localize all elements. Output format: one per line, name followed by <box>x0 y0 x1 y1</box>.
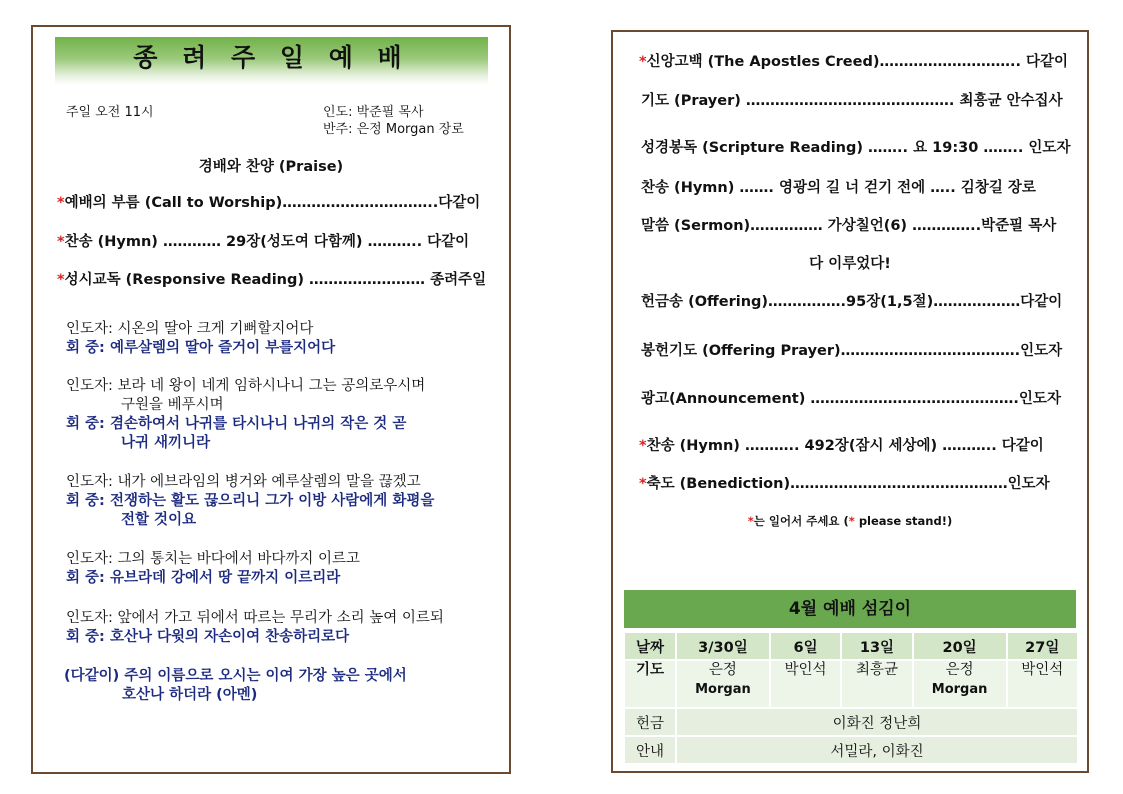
serving-schedule-table <box>623 631 1079 765</box>
stand-marker: * <box>639 476 647 492</box>
guide-cell: 서밀라, 이화진 <box>677 737 1077 763</box>
leader-info: 인도: 박준필 목사 <box>323 105 424 120</box>
order-offering: 헌금송 (Offering)…………….95장(1,5절)………………다같이 <box>641 294 1063 310</box>
table-row <box>625 633 1077 659</box>
sermon-subtitle: 다 이루었다! <box>809 256 891 272</box>
table-row <box>625 661 1077 707</box>
date-cell: 6일 <box>771 633 840 659</box>
responsive-block-4: 인도자: 그의 통치는 바다에서 바다까지 이르고 회 중: 유브라데 강에서 땅 끝까지 이르리라 <box>66 551 361 586</box>
order-responsive-reading: *성시교독 (Responsive Reading) …………………… 종려주일 <box>57 272 487 288</box>
order-sermon: 말씀 (Sermon)…………… 가상칠언(6) …………..박준필 목사 <box>641 218 1057 234</box>
schedule-title: 4월 예배 섬김이 <box>624 590 1076 628</box>
stand-note: *는 일어서 주세요 (* please stand!) <box>747 514 953 528</box>
stand-marker: * <box>57 234 65 250</box>
order-hymn: *찬송 (Hymn) ………… 29장(성도여 다함께) ……….. 다같이 <box>57 234 470 250</box>
order-apostles-creed: *신앙고백 (The Apostles Creed)……………………….. 다같이 <box>639 54 1069 70</box>
responsive-block-5: 인도자: 앞에서 가고 뒤에서 따르는 무리가 소리 높여 이르되 회 중: 호산나 다윗의 자손이여 찬송하리로다 <box>66 610 444 645</box>
prayer-cell: 은정 Morgan <box>677 661 769 707</box>
right-page <box>611 30 1089 773</box>
order-announcement: 광고(Announcement) …………………………………….인도자 <box>641 391 1061 407</box>
order-call-to-worship: *예배의 부름 (Call to Worship)…………………………..다같이 <box>57 195 481 211</box>
responsive-block-3: 인도자: 내가 에브라임의 병거와 예루살렘의 말을 끊겠고 회 중: 전쟁하는 활도 끊으리니 그가 이방 사람에게 화평을 전할 것이요 <box>66 474 435 528</box>
responsive-together: (다같이) 주의 이름으로 오시는 이여 가장 높은 곳에서 호산나 하더라 (아멘) <box>64 668 407 703</box>
date-label: 날짜 <box>625 633 675 659</box>
praise-heading: 경배와 찬양 (Praise) <box>198 159 344 175</box>
service-title: 종 려 주 일 예 배 <box>55 37 488 85</box>
order-prayer: 기도 (Prayer) ……………………………………. 최흥균 안수집사 <box>641 93 1063 109</box>
order-offering-prayer: 봉헌기도 (Offering Prayer)……………………………….인도자 <box>641 343 1063 359</box>
stand-marker: * <box>57 272 65 288</box>
order-closing-hymn: *찬송 (Hymn) ……….. 492장(잠시 세상에) ……….. 다같이 <box>639 438 1044 454</box>
date-cell: 20일 <box>914 633 1006 659</box>
table-row <box>625 737 1077 763</box>
service-time: 주일 오전 11시 <box>66 105 154 120</box>
accompanist-info: 반주: 은정 Morgan 장로 <box>323 122 464 137</box>
order-scripture-reading: 성경봉독 (Scripture Reading) …….. 요 19:30 …….. 인도자 <box>641 140 1071 156</box>
left-page <box>31 25 511 774</box>
prayer-label: 기도 <box>625 661 675 707</box>
stand-marker: * <box>639 438 647 454</box>
date-cell: 27일 <box>1008 633 1077 659</box>
responsive-block-2: 인도자: 보라 네 왕이 네게 임하시나니 그는 공의로우시며 구원을 베푸시며 회 중: 겸손하여서 나귀를 타시나니 나귀의 작은 것 곧 나귀 새끼니라 <box>66 378 426 451</box>
prayer-cell: 은정 Morgan <box>914 661 1006 707</box>
date-cell: 13일 <box>842 633 911 659</box>
responsive-block-1: 인도자: 시온의 딸아 크게 기뻐할지어다 회 중: 예루살렘의 딸아 즐거이 부를지어다 <box>66 321 336 356</box>
stand-marker: * <box>639 54 647 70</box>
order-benediction: *축도 (Benediction)………………………………………인도자 <box>639 476 1050 492</box>
prayer-cell: 박인석 <box>1008 661 1077 707</box>
date-cell: 3/30일 <box>677 633 769 659</box>
table-row <box>625 709 1077 735</box>
stand-marker: * <box>57 195 65 211</box>
prayer-cell: 박인석 <box>771 661 840 707</box>
guide-label: 안내 <box>625 737 675 763</box>
offering-cell: 이화진 정난희 <box>677 709 1077 735</box>
order-hymn: 찬송 (Hymn) ……. 영광의 길 너 걷기 전에 ….. 김창길 장로 <box>641 180 1036 196</box>
offering-label: 헌금 <box>625 709 675 735</box>
prayer-cell: 최흥균 <box>842 661 911 707</box>
